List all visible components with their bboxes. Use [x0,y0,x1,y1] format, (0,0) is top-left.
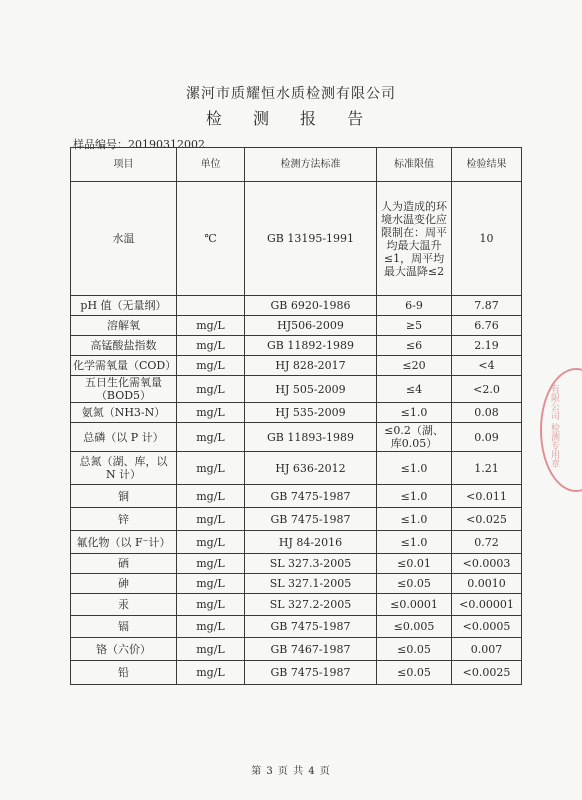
row-result: <4 [452,356,522,376]
row-method: GB 13195-1991 [245,182,377,296]
row-limit: ≤0.05 [377,661,452,685]
row-unit: mg/L [177,356,245,376]
row-method: HJ506-2009 [245,316,377,336]
row-item: 总磷（以 P 计） [71,423,177,452]
header-item: 项目 [71,148,177,182]
row-unit: mg/L [177,661,245,685]
row-method: HJ 84-2016 [245,531,377,554]
row-unit: mg/L [177,574,245,594]
row-limit: ≤0.2（湖、库0.05） [377,423,452,452]
row-result: 7.87 [452,296,522,316]
row-limit: ≤1.0 [377,403,452,423]
row-item: 高锰酸盐指数 [71,336,177,356]
results-table [70,147,522,685]
row-method: GB 7475-1987 [245,661,377,685]
row-item: 五日生化需氧量（BOD5） [71,376,177,403]
row-unit: mg/L [177,554,245,574]
row-unit: mg/L [177,452,245,485]
row-item: 铅 [71,661,177,685]
row-limit: 6-9 [377,296,452,316]
row-result: 0.09 [452,423,522,452]
row-result: <0.0005 [452,616,522,638]
row-method: HJ 828-2017 [245,356,377,376]
row-method: HJ 535-2009 [245,403,377,423]
table-row [71,616,522,638]
row-item: 氨氮（NH3-N） [71,403,177,423]
row-result: 0.0010 [452,574,522,594]
row-limit: ≤1.0 [377,508,452,531]
seal-text: 有限公司 检测专用章 [549,384,559,468]
row-item: 汞 [71,594,177,616]
row-method: GB 6920-1986 [245,296,377,316]
table-row [71,403,522,423]
row-result: <0.00001 [452,594,522,616]
company-name: 漯河市质耀恒水质检测有限公司 [186,86,396,102]
row-unit: mg/L [177,594,245,616]
row-unit: mg/L [177,638,245,661]
row-result: <0.011 [452,485,522,508]
row-limit: 人为造成的环境水温变化应限制在：周平均最大温升≤1，周平均最大温降≤2 [377,182,452,296]
row-method: GB 7475-1987 [245,616,377,638]
table-row [71,531,522,554]
row-limit: ≥5 [377,316,452,336]
row-unit: ℃ [177,182,245,296]
report-title: 检 测 报 告 [205,109,377,128]
table-row [71,638,522,661]
row-limit: ≤0.05 [377,574,452,594]
row-unit: mg/L [177,403,245,423]
row-result: 10 [452,182,522,296]
row-limit: ≤20 [377,356,452,376]
row-limit: ≤0.05 [377,638,452,661]
row-item: 化学需氧量（COD） [71,356,177,376]
row-item: 溶解氧 [71,316,177,336]
row-item: 锌 [71,508,177,531]
row-unit: mg/L [177,508,245,531]
header-limit: 标准限值 [377,148,452,182]
table-row [71,485,522,508]
table-row [71,508,522,531]
header-unit: 单位 [177,148,245,182]
row-result: 0.007 [452,638,522,661]
header-result: 检验结果 [452,148,522,182]
table-row [71,661,522,685]
row-limit: ≤0.005 [377,616,452,638]
table-row [71,296,522,316]
table-row [71,423,522,452]
row-method: GB 11892-1989 [245,336,377,356]
table-row [71,574,522,594]
row-unit: mg/L [177,376,245,403]
row-result: 0.72 [452,531,522,554]
table-row [71,554,522,574]
row-unit: mg/L [177,316,245,336]
table-row [71,594,522,616]
table-row [71,376,522,403]
table-row [71,316,522,336]
row-method: SL 327.2-2005 [245,594,377,616]
row-method: GB 7475-1987 [245,508,377,531]
table-row [71,452,522,485]
row-item: 砷 [71,574,177,594]
row-item: 总氮（湖、库，以 N 计） [71,452,177,485]
row-result: 0.08 [452,403,522,423]
row-limit: ≤4 [377,376,452,403]
table-header-row [71,148,522,182]
row-result: <2.0 [452,376,522,403]
sample-number: 样品编号：20190312002 [73,138,205,151]
table-row [71,356,522,376]
row-limit: ≤6 [377,336,452,356]
row-result: <0.0003 [452,554,522,574]
row-unit: mg/L [177,531,245,554]
row-item: 镉 [71,616,177,638]
row-unit: mg/L [177,485,245,508]
company-seal [540,368,582,492]
row-result: 2.19 [452,336,522,356]
row-method: SL 327.1-2005 [245,574,377,594]
row-method: SL 327.3-2005 [245,554,377,574]
row-unit [177,296,245,316]
row-item: 水温 [71,182,177,296]
row-item: 硒 [71,554,177,574]
row-method: GB 7475-1987 [245,485,377,508]
row-limit: ≤0.0001 [377,594,452,616]
row-item: pH 值（无量纲） [71,296,177,316]
row-unit: mg/L [177,616,245,638]
row-limit: ≤1.0 [377,531,452,554]
row-limit: ≤0.01 [377,554,452,574]
row-item: 氟化物（以 F⁻计） [71,531,177,554]
header-method: 检测方法标准 [245,148,377,182]
table-row [71,336,522,356]
row-result: 1.21 [452,452,522,485]
row-result: <0.025 [452,508,522,531]
row-item: 铜 [71,485,177,508]
row-unit: mg/L [177,336,245,356]
page-number: 第 3 页 共 4 页 [251,766,331,777]
table-row [71,182,522,296]
row-method: GB 11893-1989 [245,423,377,452]
row-unit: mg/L [177,423,245,452]
row-result: 6.76 [452,316,522,336]
row-item: 铬（六价） [71,638,177,661]
row-limit: ≤1.0 [377,452,452,485]
row-method: HJ 505-2009 [245,376,377,403]
row-result: <0.0025 [452,661,522,685]
row-limit: ≤1.0 [377,485,452,508]
row-method: GB 7467-1987 [245,638,377,661]
row-method: HJ 636-2012 [245,452,377,485]
